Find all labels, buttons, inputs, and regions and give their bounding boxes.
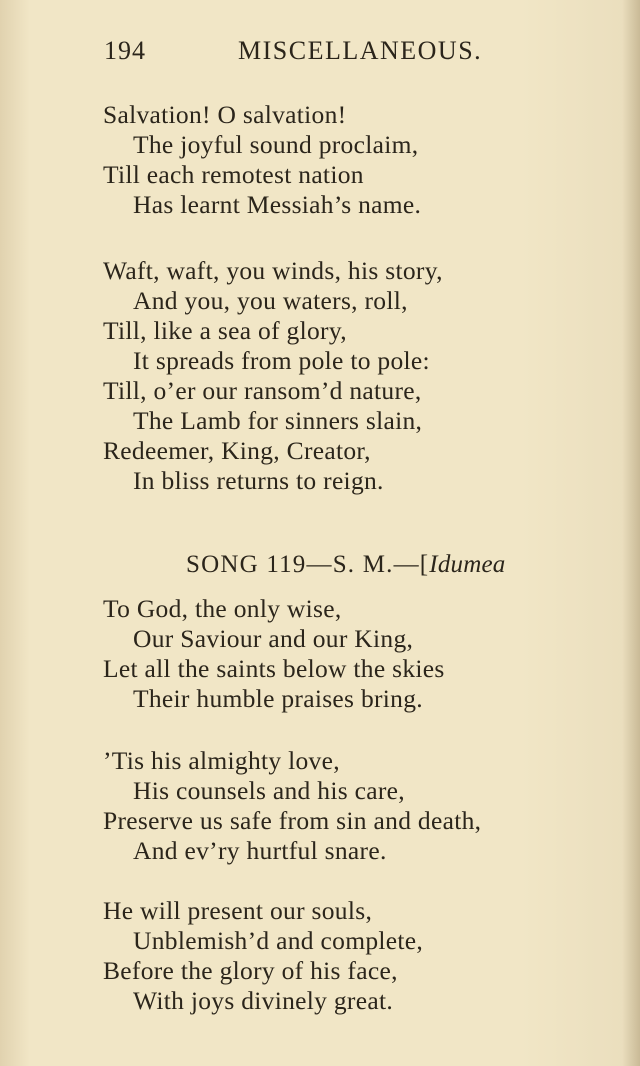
- verse-line: Before the glory of his face,: [103, 956, 398, 985]
- verse-line: With joys divinely great.: [133, 986, 394, 1015]
- verse-line: Our Saviour and our King,: [133, 624, 414, 653]
- verse-line: Preserve us safe from sin and death,: [103, 806, 482, 835]
- verse-line: To God, the only wise,: [103, 594, 342, 623]
- verse-line: Has learnt Messiah’s name.: [133, 190, 422, 219]
- stanza-1: [103, 100, 421, 220]
- verse-line: Waft, waft, you winds, his story,: [103, 256, 443, 285]
- song-heading: [186, 551, 505, 579]
- page-number: 194: [104, 36, 146, 65]
- stanza-5: [103, 896, 423, 1016]
- verse-line: And ev’ry hurtful snare.: [133, 836, 387, 865]
- page-edge-shading: [520, 0, 640, 1066]
- verse-line: It spreads from pole to pole:: [133, 346, 430, 375]
- verse-line: Redeemer, King, Creator,: [103, 436, 371, 465]
- verse-line: Till, o’er our ransom’d nature,: [103, 376, 422, 405]
- verse-line: Salvation! O salvation!: [103, 100, 347, 129]
- verse-line: Unblemish’d and complete,: [133, 926, 424, 955]
- running-head: MISCELLANEOUS.: [238, 36, 483, 65]
- song-number: SONG 119—S. M.—[: [186, 551, 430, 578]
- stanza-3: [103, 594, 445, 714]
- verse-line: Till, like a sea of glory,: [103, 316, 347, 345]
- verse-line: ’Tis his almighty love,: [103, 746, 340, 775]
- verse-line: Their humble praises bring.: [133, 684, 423, 713]
- verse-line: In bliss returns to reign.: [133, 466, 384, 495]
- page-header: [104, 36, 534, 76]
- verse-line: The joyful sound proclaim,: [133, 130, 419, 159]
- verse-line: The Lamb for sinners slain,: [133, 406, 423, 435]
- stanza-2: [103, 256, 443, 496]
- verse-line: He will present our souls,: [103, 896, 373, 925]
- verse-line: And you, you waters, roll,: [133, 286, 408, 315]
- verse-line: Till each remotest nation: [103, 160, 364, 189]
- tune-name: Idumea: [429, 551, 506, 578]
- stanza-4: [103, 746, 481, 866]
- verse-line: Let all the saints below the skies: [103, 654, 445, 683]
- verse-line: His counsels and his care,: [133, 776, 405, 805]
